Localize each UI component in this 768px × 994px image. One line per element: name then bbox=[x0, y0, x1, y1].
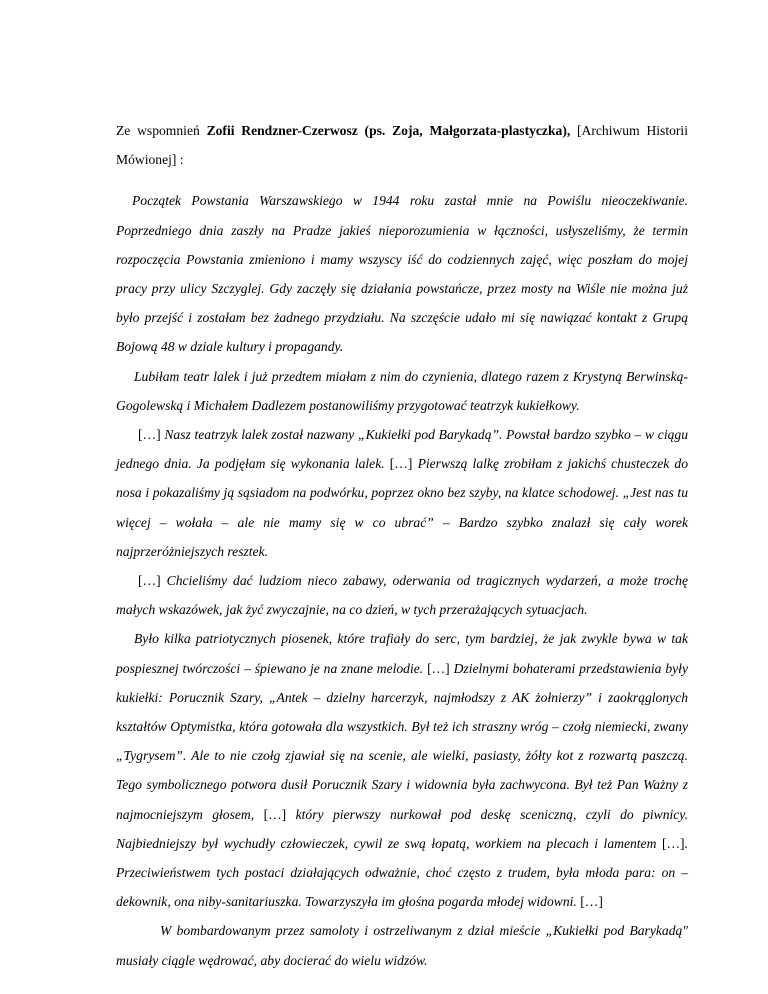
intro-suffix: [Archiwum Historii Mówionej] : bbox=[116, 123, 688, 168]
paragraph-text: Nasz teatrzyk lalek został nazwany „Kukiełki pod Barykadą”. Powstał bardzo szybko – w ciągu jednego dnia. Ja podjęłam się wykonania lalek. bbox=[116, 427, 688, 472]
paragraph-text: . Przeciwieństwem tych postaci działających odważnie, choć często z trudem, była młoda para: on – dekownik, ona niby-sanitariuszka. Towarzyszyła im głośna pogarda młodej widowni. bbox=[116, 835, 688, 910]
omission-mark: […] bbox=[427, 660, 450, 676]
omission-mark: […] bbox=[580, 894, 603, 910]
paragraph-text: Początek Powstania Warszawskiego w 1944 roku zastał mnie na Powiślu nieoczekiwanie. Poprzedniego dnia zaszły na Pradze jakieś nieporozumienia w łączności, usłyszeliśmy, że termin rozpoczęcia Powstania zmieniono i mamy wszyscy iść do codziennych zajęć, więc poszłam do mojej pracy przy ulicy Szczyglej. Gdy zaczęły się działania powstańcze, przez mosty na Wiśle nie można już było przejść i zostałam bez żadnego przydziału. Na szczęście udało mi się nawiązać kontakt z Grupą Bojową 48 w dziale kultury i propagandy. bbox=[116, 193, 688, 355]
paragraph-text: Pierwszą lalkę zrobiłam z jakichś chusteczek do nosa i pokazaliśmy ją sąsiadom na podwórku, poprzez okno bez szyby, na klatce schodowej. „Jest nas tu więcej – wołała – ale nie mamy się w co ubrać” – Bardzo szybko znalazł się cały worek najprzeróżniejszych resztek. bbox=[116, 456, 688, 559]
intro-author: Zofii Rendzner-Czerwosz (ps. Zoja, Małgorzata-plastyczka), bbox=[206, 123, 571, 138]
intro-line bbox=[116, 116, 688, 174]
omission-mark: […] bbox=[138, 427, 161, 443]
intro-prefix: Ze wspomnień bbox=[116, 123, 207, 138]
paragraph-text: który pierwszy nurkował pod deskę sceniczną, czyli do piwnicy. Najbiedniejszy był wychudły człowieczek, cywil ze swą łopatą, workiem na plecach i lamentem bbox=[116, 806, 688, 851]
paragraph-text: Lubiłam teatr lalek i już przedtem miałam z nim do czynienia, dlatego razem z Krystyną Berwinską-Gogolewską i Michałem Dadlezem postanowiliśmy przygotować teatrzyk kukiełkowy. bbox=[116, 368, 688, 413]
memoir-paragraph bbox=[116, 566, 688, 624]
omission-mark: […] bbox=[661, 835, 685, 851]
document-body bbox=[116, 116, 688, 975]
omission-mark: […] bbox=[263, 806, 287, 822]
memoir-paragraph bbox=[116, 624, 688, 916]
memoir-paragraph bbox=[116, 420, 688, 566]
paragraph-text: Dzielnymi bohaterami przedstawienia były kukiełki: Porucznik Szary, „Antek – dzielny harcerzyk, najmłodszy z AK żołnierzy” i zaokrąglonych kształtów Optymistka, która gotowała dla wszystkich. Był też ich straszny wróg – czołg niemiecki, zwany „Tygrysem”. Ale to nie czołg zjawiał się na scenie, ale wielki, pasiasty, żółty kot z rozwartą paszczą. Tego symbolicznego potwora dusił Porucznik Szary i widownia była zachwycona. Był też Pan Ważny z najmocniejszym głosem, bbox=[116, 660, 688, 822]
paragraph-text: Było kilka patriotycznych piosenek, które trafiały do serc, tym bardziej, że jak zwykle bywa w tak pospiesznej twórczości – śpiewano je na znane melodie. bbox=[116, 631, 688, 676]
omission-mark: […] bbox=[138, 573, 161, 589]
memoir-paragraph bbox=[116, 362, 688, 420]
memoir-paragraph bbox=[116, 186, 688, 361]
memoir-paragraph bbox=[116, 916, 688, 974]
memoir-text bbox=[116, 186, 688, 974]
paragraph-text: Chcieliśmy dać ludziom nieco zabawy, oderwania od tragicznych wydarzeń, a może trochę małych wskazówek, jak żyć zwyczajnie, na co dzień, w tych przerażających sytuacjach. bbox=[116, 573, 688, 618]
omission-mark: […] bbox=[389, 456, 413, 472]
paragraph-text: W bombardowanym przez samoloty i ostrzeliwanym z dział mieście „Kukiełki pod Barykadą" musiały ciągle wędrować, aby docierać do wielu widzów. bbox=[116, 923, 688, 968]
